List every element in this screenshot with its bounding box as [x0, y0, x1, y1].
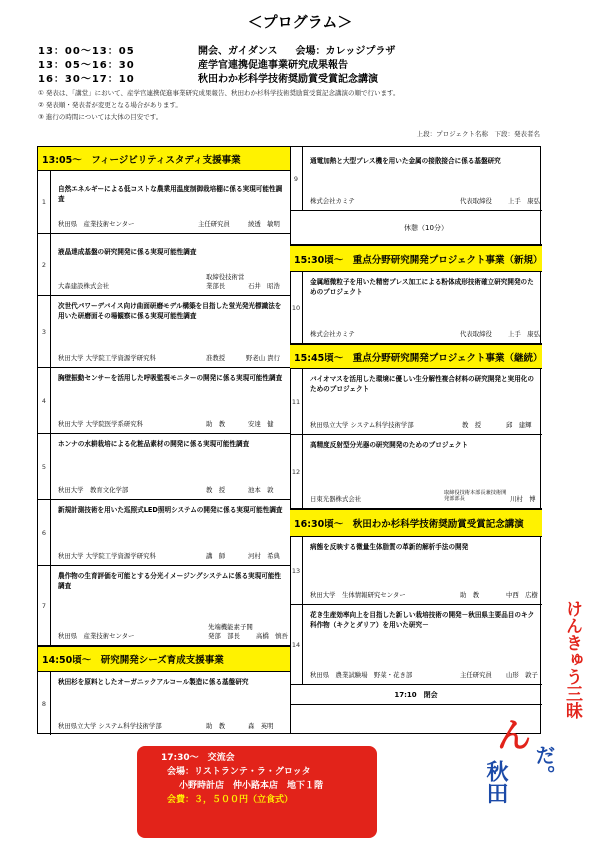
presenter-org: 秋田県立大学 システム科学技術学部: [58, 721, 162, 730]
table-row: [38, 566, 290, 646]
table-row: [290, 272, 542, 344]
row-number: 5: [38, 434, 51, 499]
program-table: [37, 146, 541, 734]
row-number: 13: [290, 537, 303, 604]
table-row: [38, 234, 290, 296]
presenter-org: 大森建設株式会社: [58, 281, 110, 290]
row-number: 8: [38, 672, 51, 735]
presenter-role: 主任研究員: [198, 219, 230, 228]
reception-fee: 会費：３，５００円（立食式）: [167, 794, 294, 805]
table-row: [38, 296, 290, 368]
logo-da: だ。: [532, 745, 556, 785]
schedule-text: 秋田わか杉科学技術奨励賞受賞記念講演: [198, 74, 378, 85]
presenter-name: 石井 昭浩: [248, 281, 280, 290]
kenkyu-zanmai-text: けんきゅう三昧: [562, 600, 582, 719]
table-row: [38, 500, 290, 566]
presenter-name: 河村 希典: [248, 551, 280, 560]
presenter-role: 代表取締役: [460, 196, 492, 205]
presenter-role: 助 教: [206, 721, 226, 730]
row-number: 4: [38, 368, 51, 433]
project-title: 胸壁振動センサーを活用した呼吸監視モニターの開発に係る実現可能性調査: [58, 374, 283, 382]
reception-box: [137, 746, 377, 838]
project-title: 自然エネルギーによる低コストな農業用温度制御栽培棚に係る実現可能性調査: [58, 185, 283, 203]
project-title: 金属超微粒子を用いた精密プレス加工による粉体成形技術確立研究開発のためのプロジェクト: [310, 278, 534, 296]
table-row: [290, 605, 542, 685]
presenter-name: 上手 康弘: [508, 329, 540, 338]
row-number: 3: [38, 296, 51, 367]
table-row: [290, 537, 542, 605]
presenter-role: 代表取締役: [460, 329, 492, 338]
project-title: 次世代パワーデバイス向け曲面研磨モデル構築を目指した蛍光発光標識法を用いた研磨面その場観察に係る実現可能性調査: [58, 302, 282, 320]
project-title: 秋田杉を原料としたオーガニックアルコール製造に係る基盤研究: [58, 678, 249, 686]
presenter-name: 上手 康弘: [508, 196, 540, 205]
presenter-name: 川村 博: [510, 494, 536, 503]
break-time: 休憩（10分）: [290, 211, 542, 245]
project-title: 液晶達成基盤の研究開発に係る実現可能性調査: [58, 248, 197, 256]
schedule-row-1: [38, 42, 395, 57]
reception-time: 17:30～ 交流会: [161, 753, 235, 763]
row-number: 14: [290, 605, 303, 684]
legend: 上段：プロジェクト名称 下段：発表者名: [416, 130, 540, 138]
presenter-role: 助 教: [206, 419, 226, 428]
presenter-org: 秋田県 産業技術センター: [58, 631, 135, 640]
presenter-name: 綾透 敏明: [248, 219, 280, 228]
project-title: 通電加熱と大型プレス機を用いた金属の接散接合に係る基盤研究: [310, 157, 501, 165]
project-title: 新規計測技術を用いた巡照式LED照明システムの開発に係る実現可能性調査: [58, 506, 283, 514]
project-title: バイオマスを活用した環境に優しい生分解性複合材料の研究開発と実用化のためのプロジェクト: [310, 375, 534, 393]
note-1: ① 発表は、「講堂」において、産学官連携促進事業研究成果報告、秋田わか杉科学技術奨励賞受賞記念講演の順で行います。: [38, 89, 400, 97]
page-title: ＜プログラム＞: [247, 13, 353, 31]
table-row: [38, 171, 290, 234]
schedule-text: 産学官連携促進事業研究成果報告: [198, 60, 348, 71]
presenter-role: 教 授: [462, 420, 482, 429]
presenter-name: 邱 建輝: [506, 420, 532, 429]
table-row: [290, 369, 542, 435]
presenter-org: 日東光器株式会社: [310, 494, 362, 503]
row-number: 12: [290, 435, 303, 508]
reception-address: 小野時計店 仲小路本店 地下１階: [179, 780, 324, 791]
presenter-name: 高橋 慎吾: [256, 631, 288, 640]
section-continuing-project: 15:45頃～ 重点分野研究開発プロジェクト事業（継続）: [290, 344, 542, 369]
presenter-org: 秋田県 農業試験場 野菜・花き部: [310, 670, 413, 679]
presenter-org: 株式会社カミテ: [310, 329, 355, 338]
row-number: 2: [38, 234, 51, 295]
reception-venue: 会場：リストランテ・ラ・グロッタ: [167, 766, 311, 777]
presenter-name: 山形 敦子: [506, 670, 538, 679]
presenter-role: 主任研究員: [460, 670, 492, 679]
section-new-project: 15:30頃～ 重点分野研究開発プロジェクト事業（新規）: [290, 245, 542, 272]
row-number: 10: [290, 272, 303, 343]
schedule-text: 開会、ガイダンス: [198, 46, 278, 57]
project-title: 花き生産効率向上を目指した新しい栽培技術の開発－秋田県主要品目のキク科作物（キクとダリア）を用いた研究－: [310, 611, 535, 629]
project-title: 高精度反射型分光器の研究開発のためのプロジェクト: [310, 441, 469, 449]
presenter-name: 中西 広樹: [506, 590, 538, 599]
presenter-role: 先端機能素子開発部 部長: [208, 623, 253, 640]
presenter-name: 森 英明: [248, 721, 274, 730]
presenter-org: 秋田大学 大学院工学資源学研究科: [58, 551, 156, 560]
table-row: [38, 368, 290, 434]
presenter-org: 秋田大学 生体情報研究センター: [310, 590, 406, 599]
project-title: 農作物の生育評価を可能とする分光イメージングシステムに係る実現可能性調査: [58, 572, 282, 590]
presenter-role: 取締役技術本部長兼技術開発部部長: [444, 489, 507, 503]
row-number: 7: [38, 566, 51, 645]
presenter-org: 株式会社カミテ: [310, 196, 355, 205]
presenter-org: 秋田大学 教育文化学部: [58, 485, 129, 494]
table-row: [38, 434, 290, 500]
table-row: [290, 147, 542, 211]
row-number: 11: [290, 369, 303, 434]
presenter-name: 安達 健: [248, 419, 274, 428]
closing: 17:10 閉会: [290, 685, 542, 705]
project-title: ホンナの水耕栽培による化粧品素材の開発に係る実現可能性調査: [58, 440, 250, 448]
presenter-role: 講 師: [206, 551, 226, 560]
schedule-time: 13：05～16：30: [38, 60, 135, 71]
presenter-org: 秋田大学 大学院工学資源学研究科: [58, 353, 156, 362]
section-seeds: 14:50頃～ 研究開発シーズ育成支援事業: [38, 646, 290, 672]
presenter-name: 野老山 貴行: [246, 353, 280, 362]
schedule-row-3: [38, 70, 378, 85]
presenter-name: 池本 敦: [248, 485, 274, 494]
schedule-row-2: [38, 56, 348, 71]
presenter-role: 取締役技術営業部長: [206, 273, 245, 290]
table-row: [290, 435, 542, 509]
presenter-org: 秋田県立大学 システム科学技術学部: [310, 420, 414, 429]
presenter-role: 助 教: [460, 590, 480, 599]
row-number: 6: [38, 500, 51, 565]
schedule-time: 16：30～17：10: [38, 74, 135, 85]
row-number: 9: [290, 147, 303, 210]
presenter-org: 秋田大学 大学院医学系研究科: [58, 419, 144, 428]
table-row: [38, 672, 290, 735]
schedule-time: 13：00～13：05: [38, 46, 135, 57]
section-award-lecture: 16:30頃～ 秋田わか杉科学技術奨励賞受賞記念講演: [290, 509, 542, 537]
note-3: ③ 進行の時間については大体の目安です。: [38, 113, 163, 121]
section-feasibility: 13:05～ フィージビリティスタディ支援事業: [38, 147, 290, 171]
presenter-role: 准教授: [206, 353, 226, 362]
presenter-org: 秋田県 産業技術センター: [58, 219, 135, 228]
akita-logo-text: 秋田: [483, 760, 508, 804]
presenter-role: 教 授: [206, 485, 226, 494]
logo-n: ん: [497, 716, 531, 756]
schedule-venue: 会場：カレッジプラザ: [295, 46, 396, 57]
row-number: 1: [38, 171, 51, 233]
project-title: 病態を反映する微量生体脂質の革新的解析手法の開発: [310, 543, 469, 551]
note-2: ② 発表順・発表者が変更となる場合があります。: [38, 101, 182, 109]
